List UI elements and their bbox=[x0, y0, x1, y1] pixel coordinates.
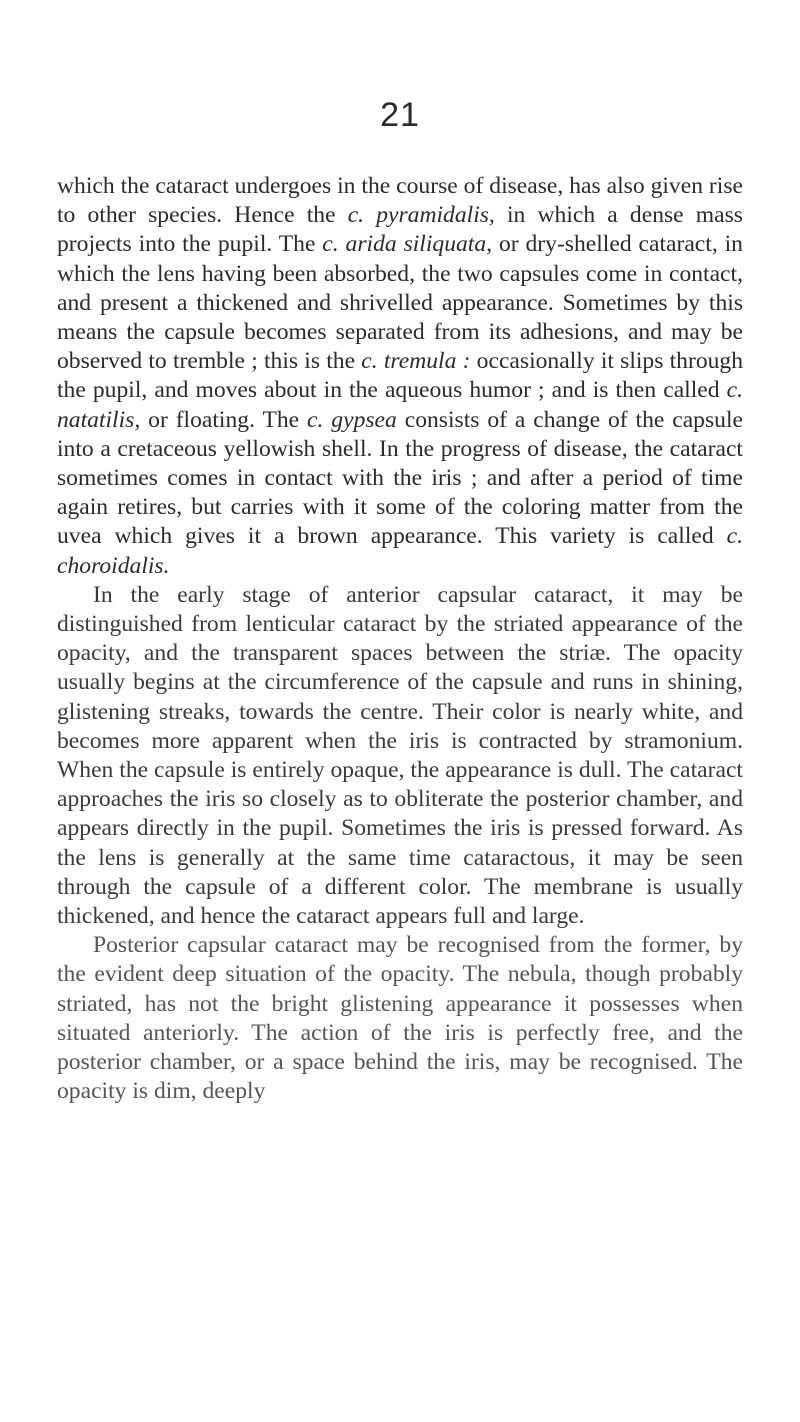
page-number: 21 bbox=[380, 96, 420, 134]
italic-term: c. natatilis, bbox=[57, 377, 743, 433]
italic-term: c. gypsea bbox=[307, 406, 397, 433]
italic-term: c. pyramidalis, bbox=[347, 202, 495, 229]
text-run: in which a dense mass projects into the pupil. The bbox=[57, 202, 743, 258]
body-text bbox=[57, 172, 743, 1107]
text-run: occasionally it slips through the pupil, and moves about in the aqueous humor ; and is then called bbox=[57, 348, 744, 404]
italic-term: c. choroidalis. bbox=[57, 523, 743, 579]
text-run: In the early stage of anterior capsular cataract, it may be distinguished from lenticular cataract by the striated appearance of the opacity, and the transparent spaces between the striæ. The opacity usually begins at the circumference of the capsule and runs in shining, glistening streaks, towards the centre. Their color is nearly white, and becomes more apparent when the iris is contracted by stramonium. When the capsule is entirely opaque, the appearance is dull. The cataract approaches the iris so closely as to obliterate the posterior chamber, and appears directly in the pupil. Sometimes the iris is pressed forward. As the lens is generally at the same time cataractous, it may be seen through the capsule of a different color. The membrane is usually thickened, and hence the cataract appears full and large. bbox=[57, 581, 743, 930]
paragraph-anterior-capsular bbox=[57, 581, 743, 931]
text-run: which the cataract undergoes in the course of disease, has also given rise to other species. Hence the bbox=[57, 173, 743, 229]
text-run: or dry-shelled cataract, in which the lens having been absorbed, the two capsules come in contact, and present a thickened and shrivelled appearance. Sometimes by this means the capsule becomes separated from its adhesions, and may be observed to tremble ; this is the bbox=[57, 231, 743, 375]
text-run: or floating. The bbox=[140, 406, 308, 433]
paragraph-species bbox=[57, 172, 743, 581]
paragraph-posterior-capsular bbox=[57, 931, 743, 1106]
italic-term: c. arida siliquata, bbox=[322, 231, 493, 258]
text-run: Posterior capsular cataract may be recognised from the former, by the evident deep situation of the opacity. The nebula, though probably striated, has not the bright glistening appearance it possesses when situated anteriorly. The action of the iris is perfectly free, and the posterior chamber, or a space behind the iris, may be recognised. The opacity is dim, deeply bbox=[57, 932, 743, 1105]
text-run: consists of a change of the capsule into a cretaceous yellowish shell. In the progress of disease, the cataract sometimes comes in contact with the iris ; and after a period of time again retires, but carries with it some of the coloring matter from the uvea which gives it a brown appearance. This variety is called bbox=[57, 406, 743, 550]
italic-term: c. tremula : bbox=[361, 348, 471, 375]
